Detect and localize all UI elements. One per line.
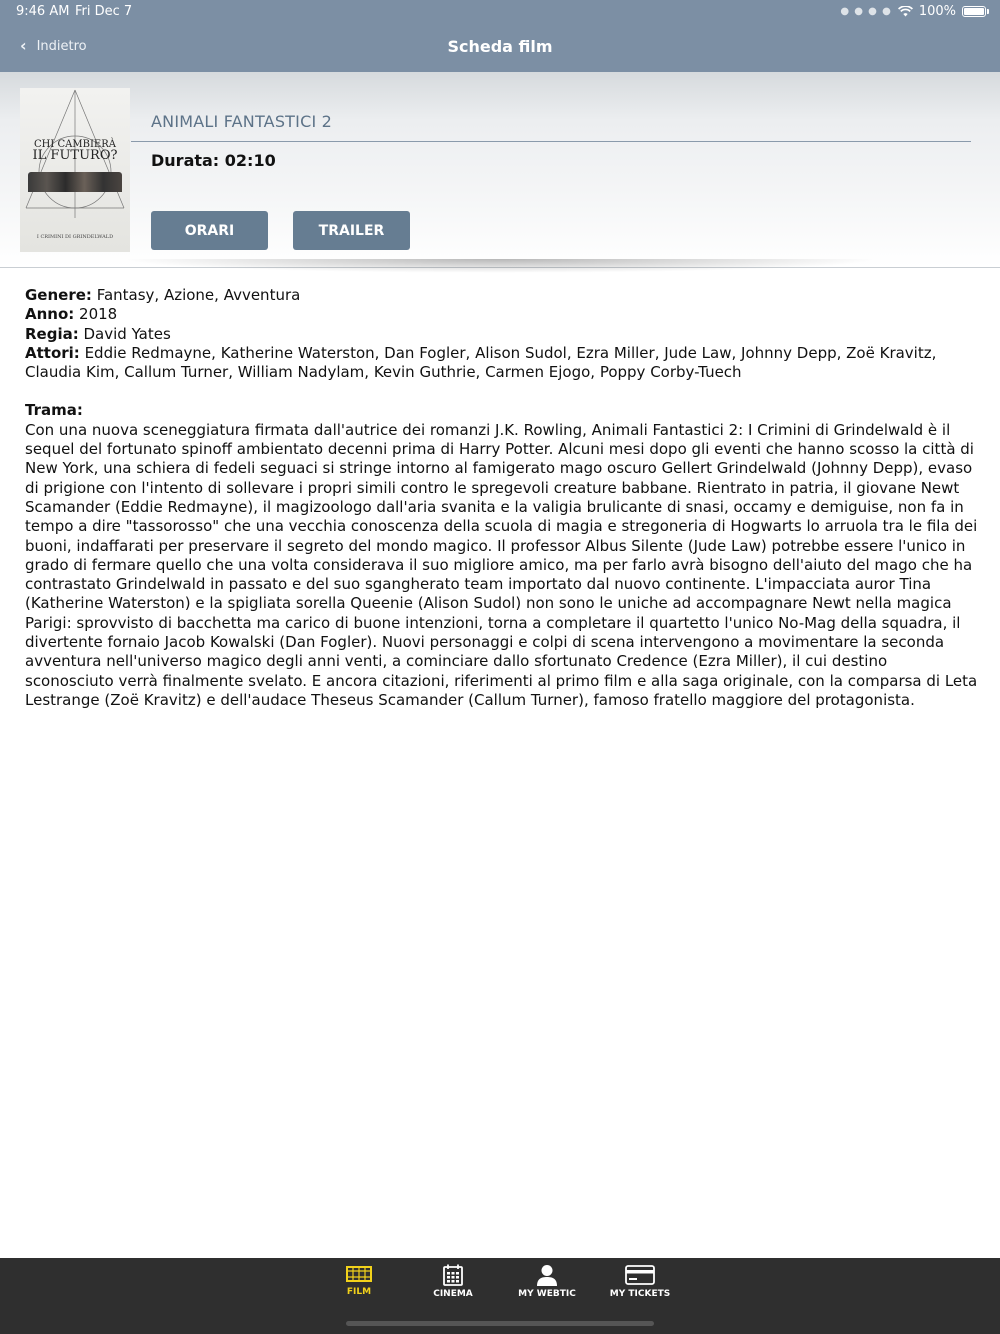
year-label: Anno: (25, 305, 75, 324)
calendar-icon (443, 1264, 463, 1286)
year-value: 2018 (74, 305, 118, 324)
poster-tagline-line1: CHI CAMBIERÀ (34, 139, 116, 150)
genre-row (25, 286, 980, 305)
tab-cinema[interactable] (406, 1258, 500, 1318)
tab-my-webtic-label: MY WEBTIC (518, 1289, 576, 1299)
navigation-bar (0, 0, 1000, 72)
trailer-button[interactable]: TRAILER (293, 211, 410, 250)
year-row (25, 305, 980, 324)
tab-film-label: FILM (346, 1287, 372, 1297)
film-details (25, 286, 980, 710)
film-strip-icon (346, 1264, 372, 1284)
genre-value: Fantasy, Azione, Avventura (91, 286, 301, 304)
film-duration: Durata: 02:10 (151, 151, 276, 170)
plot-text: Con una nuova sceneggiatura firmata dall'autrice dei romanzi J.K. Rowling, Animali Fantastici 2: I Crimini di Grindelwald è il sequel del fortunato spinoff ambientato decenni prima di Harry Potter. Alcuni mesi dopo gli eventi che hanno scosso la città di New York, una schiera di fedeli seguaci si stringe intorno al famigerato mago oscuro Gellert Grindelwald (Johnny Depp), evaso di prigione con l'intento di sollevare i propri simili contro le spregevoli creature babbane. Rientrato in patria, il giovane Newt Scamander (Eddie Redmayne), il magizoologo dall'aria svanita e la valigia brulicante di snasi, occamy e demiguise, non fa in tempo a dire "tassorosso" che una vecchia conoscenza della scuola di magia e stregoneria di Hogwarts lo arruola tra le fila dei buoni, indaffarati per preservare il segreto del mondo magico. Il professor Albus Silente (Jude Law) potrebbe essere l'unico in grado di fermare quello che una volta considerava il suo migliore amico, ma per farlo avrà bisogno dell'aiuto del mago che ha contrastato Grindelwald in passato e del suo sgangherato team importato dal nuovo continente. L'impacciata auror Tina (Katherine Waterston) e la spigliata sorella Queenie (Alison Sudol) non sono le uniche ad accompagnare Newt nella magica Parigi: sprovvisto di bacchetta ma carico di buone intenzioni, torna a completare il quartetto l'unico No-Mag della squadra, il divertente fornaio Jacob Kowalski (Dan Fogler). Nuovi personaggi e colpi di scena intervengono a movimentare la seconda avventura nell'universo magico degli anni venti, a cominciare dallo sfortunato Credence (Ezra Miller), il cui destino sconosciuto verrà finalmente svelato. E ancora citazioni, riferimenti al primo film e alla saga originale, con la comparsa di Leta Lestrange (Zoë Kravitz) e dell'audace Theseus Scamander (Callum Turner), famoso fratello maggiore del protagonista. (25, 420, 978, 709)
battery-icon (962, 6, 986, 17)
signal-icon: ● ● ● ● (840, 6, 892, 17)
director-label: Regia: (25, 324, 79, 343)
plot-label: Trama: (25, 401, 83, 420)
credit-card-icon (625, 1264, 655, 1286)
tab-my-webtic[interactable] (500, 1258, 594, 1318)
poster-tagline (20, 140, 130, 162)
poster-cast-image (28, 172, 122, 192)
film-header (0, 72, 1000, 268)
cast-label: Attori: (25, 343, 80, 362)
tab-cinema-label: CINEMA (433, 1289, 473, 1299)
cast-value: Eddie Redmayne, Katherine Waterston, Dan Fogler, Alison Sudol, Ezra Miller, Jude Law, Johnny Depp, Zoë Kravitz, Claudia Kim, Callum Turner, William Nadylam, Kevin Guthrie, Carmen Ejogo, Poppy Corby-Tuech (25, 343, 937, 382)
status-time: 9:46 AM (16, 4, 70, 19)
chevron-left-icon: ‹ (20, 36, 27, 55)
poster-logo: I CRIMINI DI GRINDELWALD (36, 234, 114, 240)
tab-my-tickets[interactable] (593, 1258, 687, 1318)
poster-artwork (20, 88, 130, 252)
status-indicators (840, 4, 986, 19)
genre-label: Genere: (25, 286, 92, 304)
film-title: ANIMALI FANTASTICI 2 (151, 112, 333, 131)
status-date: Fri Dec 7 (75, 4, 133, 19)
director-value: David Yates (78, 324, 171, 343)
tab-my-tickets-label: MY TICKETS (609, 1289, 671, 1299)
battery-percent: 100% (918, 4, 956, 19)
poster-tagline-line2: IL FUTURO? (32, 148, 118, 163)
film-poster (20, 88, 130, 252)
tab-film[interactable] (312, 1258, 406, 1318)
cast-row (25, 344, 980, 383)
title-divider (131, 141, 971, 142)
back-label: Indietro (36, 38, 87, 54)
showtimes-button[interactable]: ORARI (151, 211, 268, 250)
header-shadow (120, 259, 880, 273)
director-row (25, 325, 980, 344)
home-indicator[interactable] (346, 1321, 654, 1326)
user-icon (536, 1264, 558, 1286)
wifi-icon (898, 6, 913, 17)
page-title: Scheda film (447, 37, 553, 56)
